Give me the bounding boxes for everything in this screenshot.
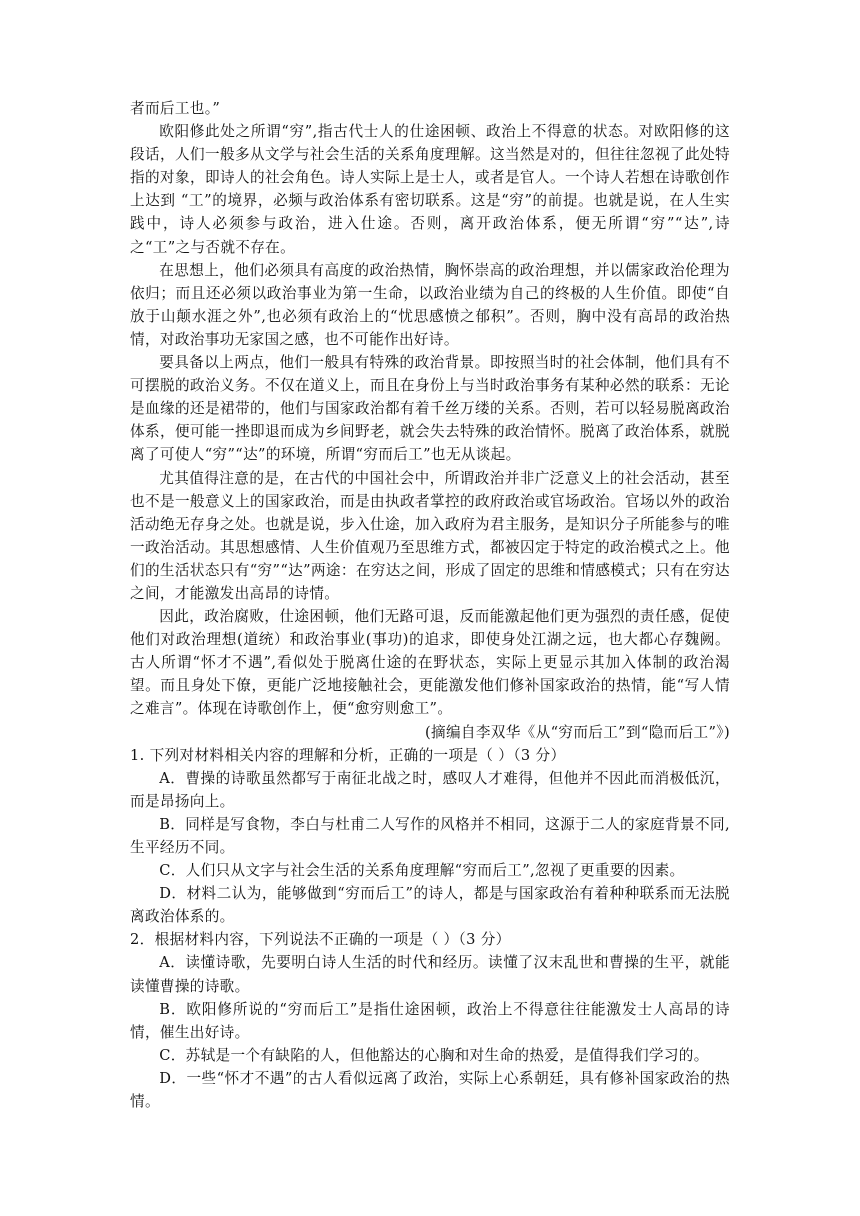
paragraph: 因此，政治腐败，仕途困顿，他们无路可退，反而能激起他们更为强烈的责任感，促使他们对政治理想(道统）和政治事业(事功)的追求，即使身处江湖之远，也大都心存魏阙。古人所谓“怀才不遇”,看似处于脱离仕途的在野状态，实际上更显示其加入体制的政治渴望。而且身处下僚，更能广泛地接触社会，更能激发他们修补国家政治的热情，能“写人情之难言”。体现在诗歌创作上，便“愈穷则愈工”。 [130, 608, 730, 718]
paragraph: 欧阳修此处之所谓“穷”,指古代士人的仕途困顿、政治上不得意的状态。对欧阳修的这段话，人们一般多从文学与社会生活的关系角度理解。这当然是对的，但往往忽视了此处特指的对象，即诗人的社会角色。诗人实际上是士人，或者是官人。一个诗人若想在诗歌创作上达到 “工”的境界，必频与政治体系有密切联系。这是“穷”的前提。也就是说，在人生实践中，诗人必须参与政治，进入仕途。否则，离开政治体系，便无所谓“穷”“达”,诗之“工”之与否就不存在。 [130, 123, 730, 256]
paragraph: 在思想上，他们必须具有高度的政治热情，胸怀崇高的政治理想，并以儒家政治伦理为依归；而且还必须以政治事业为第一生命，以政治业绩为自己的终极的人生价值。即使“自放于山颠水涯之外”,也必须有政治上的“忧思感愤之郁积”。否则，胸中没有高昂的政治热情，对政治事功无家国之感，也不可能作出好诗。 [130, 261, 730, 348]
paragraph: 要具备以上两点，他们一般具有特殊的政治背景。即按照当时的社会体制，他们具有不可摆脱的政治义务。不仅在道义上，而且在身份上与当时政治事务有某种必然的联系：无论是血缘的还是裙带的，他们与国家政治都有着千丝万缕的关系。否则，若可以轻易脱离政治体系，便可能一挫即退而成为乡间野老，就会失去特殊的政治情怀。脱离了政治体系，就脱离了可使人“穷”“达”的环境，所谓“穷而后工”也无从谈起。 [130, 354, 730, 464]
option-b: B．欧阳修所说的“穷而后工”是指仕途困顿，政治上不得意往往能激发士人高昂的诗情，催生出好诗。 [130, 1000, 730, 1041]
question-1 [130, 744, 730, 929]
paragraph: 尤其值得注意的是，在古代的中国社会中，所谓政治并非广泛意义上的社会活动，甚至也不是一般意义上的国家政治，而是由执政者掌控的政府政治或官场政治。官场以外的政治活动绝无存身之处。也就是说，步入仕途，加入政府为君主服务，是知识分子所能参与的唯一政治活动。其思想感情、人生价值观乃至思维方式，都被囚定于特定的政治模式之上。他们的生活状态只有“穷”“达”两途：在穷达之间，形成了固定的思维和情感模式；只有在穷达之间，才能激发出高昂的诗情。 [130, 469, 730, 602]
question-2 [130, 928, 730, 1113]
question-stem: 1. 下列对材料相关内容的理解和分析，正确的一项是（ ）（3 分） [130, 746, 566, 764]
option-c: C．苏轼是一个有缺陷的人，但他豁达的心胸和对生命的热爱，是值得我们学习的。 [159, 1046, 709, 1064]
option-a: A．读懂诗歌，先要明白诗人生活的时代和经历。读懂了汉末乱世和曹操的生平，就能读懂曹操的诗歌。 [130, 954, 730, 995]
document-page [130, 97, 730, 1113]
option-d: D．一些“怀才不遇”的古人看似远离了政治，实际上心系朝廷，具有修补国家政治的热情。 [130, 1069, 730, 1111]
option-c: C．人们只从文字与社会生活的关系角度理解“穷而后工”,忽视了更重要的因素。 [159, 862, 685, 880]
source-citation: (摘编自李双华《从“穷而后工”到“隐而后工”》) [424, 723, 730, 741]
option-d: D．材料二认为，能够做到“穷而后工”的诗人，都是与国家政治有着种种联系而无法脱离政治体系的。 [130, 885, 730, 926]
option-a: A．曹操的诗歌虽然都写于南征北战之时，感叹人才难得，但他并不因此而消极低沉，而是昂扬向上。 [130, 769, 730, 810]
option-b: B．同样是写食物，李白与杜甫二人写作的风格并不相同，这源于二人的家庭背景不同,生平经历不同。 [130, 815, 730, 856]
paragraph: 者而后工也。” [130, 100, 221, 117]
question-stem: 2．根据材料内容，下列说法不正确的一项是（ ）（3 分） [130, 931, 511, 949]
